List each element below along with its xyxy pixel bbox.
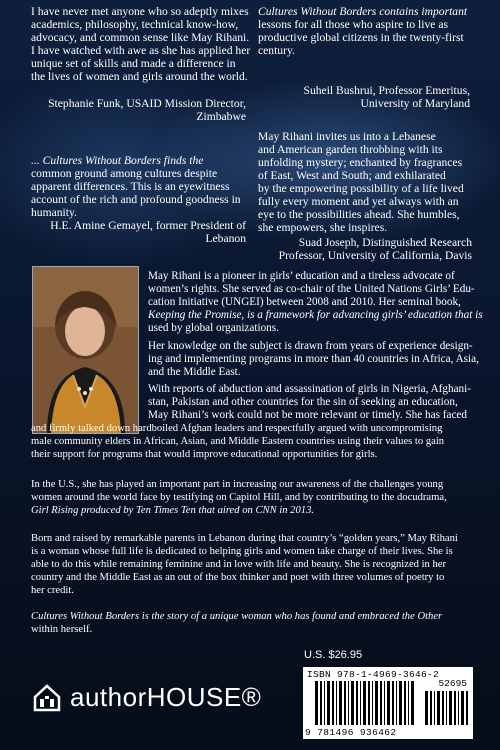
bio-paragraph-6: Cultures Without Borders is the story of a unique woman who has found and embraced the Other within herself. xyxy=(31,611,443,635)
author-photo xyxy=(32,266,139,434)
price-label: U.S. $26.95 xyxy=(304,649,363,661)
bio-paragraph-3: With reports of abduction and assassination of girls in Nigeria, Afghani- stan, Pakistan and other countries for the sin of seeking an education, May Rihani’s work could not be more relevant or timely. She has faced xyxy=(148,383,471,421)
quote-bushrui: Cultures Without Borders contains important lessons for all those who aspire to live as productive global citizens in the twenty-first century. xyxy=(258,5,468,57)
attribution-gemayel: H.E. Amine Gemayel, former President of Lebanon xyxy=(50,219,246,245)
quote-gemayel: ... Cultures Without Borders finds the common ground among cultures despite apparent differences. This is an eyewitness account of the rich and profound goodness in humanity. xyxy=(31,154,241,219)
quote-funk: I have never met anyone who so adeptly mixes academics, philosophy, technical know-how, advocacy, and common sense like May Rihani. I have watched with awe as she has applied her unique set of skills and made a difference in the lives of women and girls around the world. xyxy=(31,5,251,83)
bio-paragraph-5: Born and raised by remarkable parents in Lebanon during that country’s “golden years,” May Rihani is a woman whose full life is dedicated to helping girls and women take charge of their lives. She is able to do this while remaining feminine and in love with life and beauty. She is recognized in her country and the Middle East as an out of the box thinker and poet with three volumes of poetry to her credit. xyxy=(31,533,458,596)
barcode-block xyxy=(303,667,473,739)
publisher-name: authorHOUSE® xyxy=(70,682,262,712)
quote-joseph: May Rihani invites us into a Lebanese and American garden throbbing with its unfolding mystery; enchanted by fragrances of East, West and South; and exhilarated by the empowering possibility of a life lived fully every moment and yet always with an eye to the possibilities ahead. She humbles, she empowers, she inspires. xyxy=(258,130,464,234)
attribution-bushrui: Suheil Bushrui, Professor Emeritus, University of Maryland xyxy=(303,84,470,110)
bio-paragraph-1: May Rihani is a pioneer in girls’ education and a tireless advocate of women’s rights. She served as co-chair of the United Nations Girls’ Edu- cation Initiative (UNGEI) between 2008 and 2010. Her seminal book, Keeping the Promise, is a framework for advancing girls’ education that is used by global organizations. xyxy=(148,270,483,334)
attribution-joseph: Suad Joseph, Distinguished Research Professor, University of California, Davis xyxy=(278,236,472,262)
attribution-funk: Stephanie Funk, USAID Mission Director, Zimbabwe xyxy=(48,97,246,123)
author-portrait-icon xyxy=(33,267,138,433)
isbn-label: ISBN 978-1-4969-3646-2 xyxy=(307,669,440,680)
price-code-label: 52695 xyxy=(438,678,467,689)
barcode-digits: 9 781496 936462 xyxy=(305,727,397,738)
publisher-logo xyxy=(32,682,261,713)
bio-paragraph-4: In the U.S., she has played an important part in increasing our awareness of the challenges young women around the world face by testifying on Capitol Hill, and by contributing to the docudrama, Girl Rising produced by Ten Times Ten that aired on CNN in 2013. xyxy=(31,479,447,516)
authorhouse-house-icon xyxy=(32,683,62,713)
bio-paragraph-2: Her knowledge on the subject is drawn from years of experience design- ing and implementing programs in more than 40 countries in Africa, Asia, and the Middle East. xyxy=(148,340,479,378)
bio-paragraph-3-cont: and firmly talked down hardboiled Afghan leaders and respectfully argued with uncompromising male community elders in African, Asian, and Middle Eastern countries using their values to gain their support for programs that would improve educational opportunities for girls. xyxy=(31,423,445,460)
